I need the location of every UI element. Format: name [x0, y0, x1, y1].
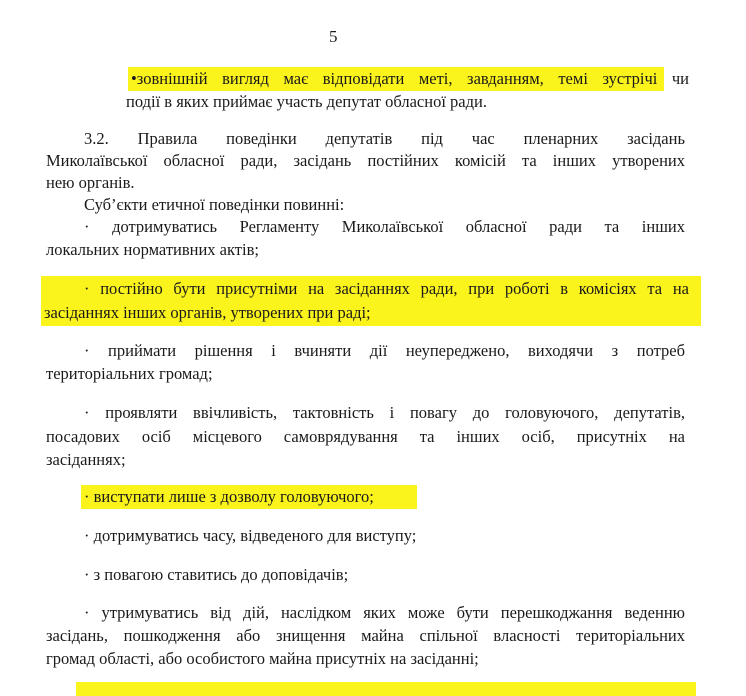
text-line: · дотримуватись Регламенту Миколаївської обласної ради та інших: [84, 217, 685, 236]
text-line: нею органів.: [46, 173, 135, 192]
text-line: · приймати рішення і вчиняти дії неупереджено, виходячи з потреб: [84, 341, 685, 360]
text-line: засіданнях;: [46, 450, 126, 469]
text-line: · дотримуватись часу, відведеного для виступу;: [84, 526, 417, 545]
text-line: · з повагою ставитись до доповідачів;: [84, 565, 349, 584]
text-line: засідань, пошкодження або знищення майна спільної власності територіальних: [46, 626, 685, 645]
text-line: громад області, або особистого майна присутніх на засіданні;: [46, 649, 479, 668]
page-number: 5: [329, 27, 338, 46]
text-line: 3.2. Правила поведінки депутатів під час пленарних засідань: [84, 129, 685, 148]
text-line: посадових осіб місцевого самоврядування та інших осіб, присутніх на: [46, 427, 685, 446]
text-line: територіальних громад;: [46, 364, 213, 383]
text-line: події в яких приймає участь депутат обласної ради.: [126, 92, 487, 111]
text-line: · постійно бути присутніми на засіданнях ради, при роботі в комісіях та на: [84, 279, 689, 298]
text-line: · проявляти ввічливість, тактовність і повагу до головуючого, депутатів,: [84, 403, 685, 422]
text-line: · виступати лише з дозволу головуючого;: [84, 487, 374, 506]
text-line: •зовнішній вигляд має відповідати меті, завданням, темі зустрічі чи: [131, 69, 689, 88]
text-line: засіданнях інших органів, утворених при раді;: [44, 303, 371, 322]
highlight-mark: [76, 682, 696, 696]
text-line: · утримуватись від дій, наслідком яких може бути перешкоджання веденню: [84, 603, 685, 622]
text-line: локальних нормативних актів;: [46, 240, 259, 259]
text-line: Суб’єкти етичної поведінки повинні:: [84, 195, 345, 214]
text-line: Миколаївської обласної ради, засідань постійних комісій та інших утворених: [46, 151, 685, 170]
